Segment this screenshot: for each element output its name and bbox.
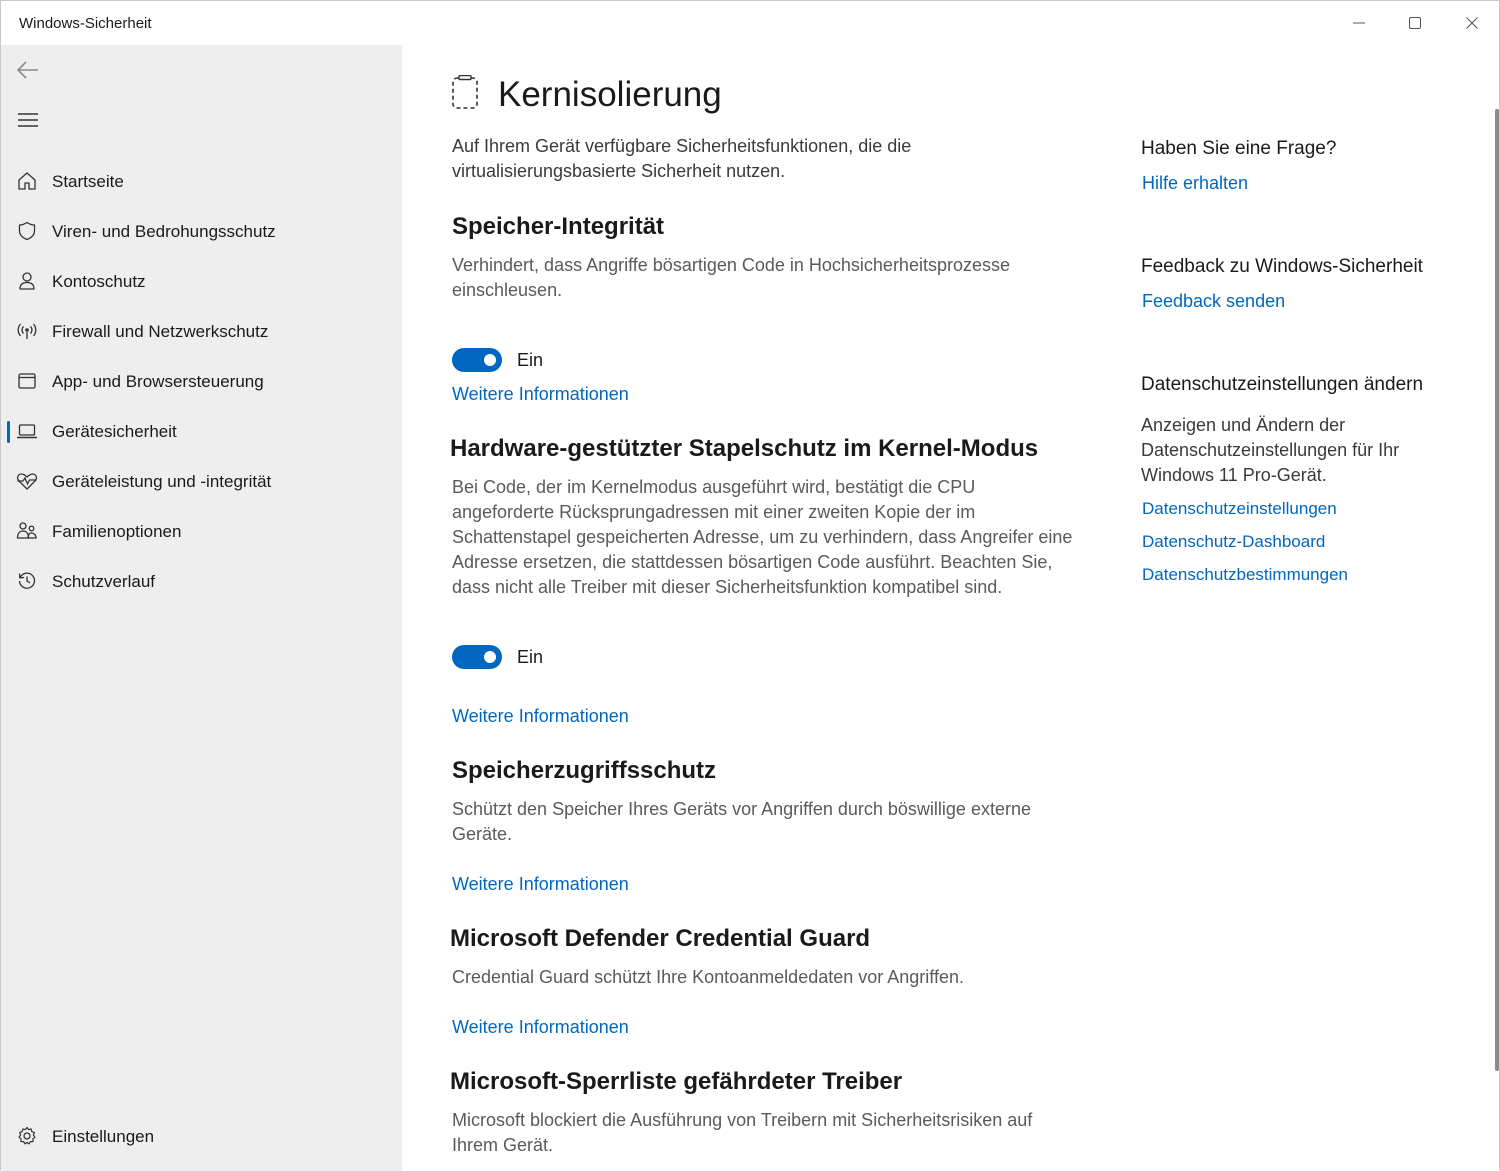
core-isolation-chip-icon xyxy=(450,75,480,111)
app-window-icon xyxy=(16,370,38,392)
title-bar xyxy=(1,1,1499,45)
sidebar-item-firewall[interactable] xyxy=(1,309,402,353)
laptop-icon xyxy=(16,420,38,442)
minimize-button[interactable] xyxy=(1331,1,1387,45)
memory-integrity-toggle[interactable] xyxy=(452,348,502,372)
person-icon xyxy=(16,270,38,292)
privacy-statement-link[interactable]: Datenschutzbestimmungen xyxy=(1142,565,1349,584)
more-info-link[interactable]: Weitere Informationen xyxy=(452,706,629,726)
section-heading-kernel-stack-protection: Hardware-gestützter Stapelschutz im Kernel-Modus xyxy=(450,435,1039,462)
heart-pulse-icon xyxy=(16,470,38,492)
sidebar-item-label: App- und Browsersteuerung xyxy=(52,372,264,391)
sidebar-item-app-browser-control[interactable] xyxy=(1,359,402,403)
section-heading-memory-integrity: Speicher-Integrität xyxy=(452,213,665,240)
sidebar-item-label: Kontoschutz xyxy=(52,272,146,291)
sidebar-item-device-performance[interactable] xyxy=(1,459,402,503)
sidebar-item-virus-protection[interactable] xyxy=(1,209,402,253)
main-content xyxy=(402,45,1499,1171)
back-arrow-icon xyxy=(16,60,40,80)
more-info-link[interactable]: Weitere Informationen xyxy=(452,1017,629,1037)
section-description: Schützt den Speicher Ihres Geräts vor Angriffen durch böswillige externe Geräte. xyxy=(452,799,1031,844)
section-description: Credential Guard schützt Ihre Kontoanmeldedaten vor Angriffen. xyxy=(452,967,964,987)
section-description: Bei Code, der im Kernelmodus ausgeführt wird, bestätigt die CPU angeforderte Rücksprungadressen mit einer zweiten Kopie der im Schattenstapel gespeicherten Adresse, um zu verhindern, dass Angreifer eine Adresse ersetzen, die stattdessen bösartigen Code ausführt. Beachten Sie, dass nicht alle Treiber mit dieser Sicherheitsfunktion kompatibel sind. xyxy=(452,477,1073,597)
send-feedback-link[interactable]: Feedback senden xyxy=(1142,291,1286,311)
hamburger-menu-icon xyxy=(17,112,39,128)
home-icon xyxy=(16,170,38,192)
sidebar-item-protection-history[interactable] xyxy=(1,559,402,603)
sidebar-item-label: Firewall und Netzwerkschutz xyxy=(52,322,269,341)
selection-indicator xyxy=(7,421,10,443)
close-button[interactable] xyxy=(1444,1,1500,45)
close-icon xyxy=(1465,16,1479,30)
get-help-link[interactable]: Hilfe erhalten xyxy=(1142,173,1249,193)
intro-text: Auf Ihrem Gerät verfügbare Sicherheitsfunktionen, die die virtualisierungsbasierte Sicherheit nutzen. xyxy=(452,136,912,181)
section-description: Verhindert, dass Angriffe bösartigen Code in Hochsicherheitsprozesse einschleusen. xyxy=(452,255,1010,300)
shield-icon xyxy=(16,220,38,242)
section-heading-driver-blocklist: Microsoft-Sperrliste gefährdeter Treiber xyxy=(450,1068,903,1095)
sidebar-item-label: Startseite xyxy=(52,172,124,191)
aside-privacy-heading: Datenschutzeinstellungen ändern xyxy=(1141,374,1424,395)
sidebar-item-device-security[interactable] xyxy=(1,409,402,453)
aside-feedback-heading: Feedback zu Windows-Sicherheit xyxy=(1141,256,1423,277)
menu-button[interactable] xyxy=(11,103,45,137)
window-title: Windows-Sicherheit xyxy=(19,15,152,32)
page-title: Kernisolierung xyxy=(498,75,722,114)
toggle-knob xyxy=(484,651,496,663)
sidebar-nav xyxy=(1,45,402,1171)
section-heading-memory-access-protection: Speicherzugriffsschutz xyxy=(452,757,717,784)
wireless-antenna-icon xyxy=(16,320,38,342)
sidebar-item-label: Geräteleistung und -integrität xyxy=(52,472,272,491)
history-icon xyxy=(16,570,38,592)
sidebar-item-family-options[interactable] xyxy=(1,509,402,553)
sidebar-item-label: Einstellungen xyxy=(52,1127,155,1146)
section-description: Microsoft blockiert die Ausführung von Treibern mit Sicherheitsrisiken auf Ihrem Gerät. xyxy=(452,1110,1033,1155)
minimize-icon xyxy=(1352,16,1366,30)
maximize-icon xyxy=(1408,16,1422,30)
more-info-link[interactable]: Weitere Informationen xyxy=(452,384,629,404)
sidebar-item-label: Familienoptionen xyxy=(52,522,182,541)
toggle-state-label: Ein xyxy=(517,349,544,370)
sidebar-item-label: Schutzverlauf xyxy=(52,572,155,591)
sidebar-item-account-protection[interactable] xyxy=(1,259,402,303)
back-button[interactable] xyxy=(11,53,45,87)
gear-icon xyxy=(16,1125,38,1147)
sidebar-item-label: Gerätesicherheit xyxy=(52,422,177,441)
vertical-scrollbar[interactable] xyxy=(1495,109,1499,1071)
more-info-link[interactable]: Weitere Informationen xyxy=(452,874,629,894)
kernel-stack-protection-toggle[interactable] xyxy=(452,645,502,669)
sidebar-item-settings[interactable] xyxy=(1,1114,402,1158)
aside-question-heading: Haben Sie eine Frage? xyxy=(1141,138,1337,159)
toggle-state-label: Ein xyxy=(517,646,544,667)
privacy-dashboard-link[interactable]: Datenschutz-Dashboard xyxy=(1142,532,1326,551)
kernel-stack-toggle-row xyxy=(452,644,543,670)
memory-integrity-toggle-row xyxy=(452,347,543,373)
sidebar-item-label: Viren- und Bedrohungsschutz xyxy=(52,222,276,241)
maximize-button[interactable] xyxy=(1387,1,1443,45)
aside-privacy-text: Anzeigen und Ändern der Datenschutzeinstellungen für Ihr Windows 11 Pro-Gerät. xyxy=(1141,415,1400,485)
sidebar-item-home[interactable] xyxy=(1,159,402,203)
family-icon xyxy=(16,520,38,542)
privacy-settings-link[interactable]: Datenschutzeinstellungen xyxy=(1142,499,1337,518)
section-heading-credential-guard: Microsoft Defender Credential Guard xyxy=(450,925,871,952)
toggle-knob xyxy=(484,354,496,366)
